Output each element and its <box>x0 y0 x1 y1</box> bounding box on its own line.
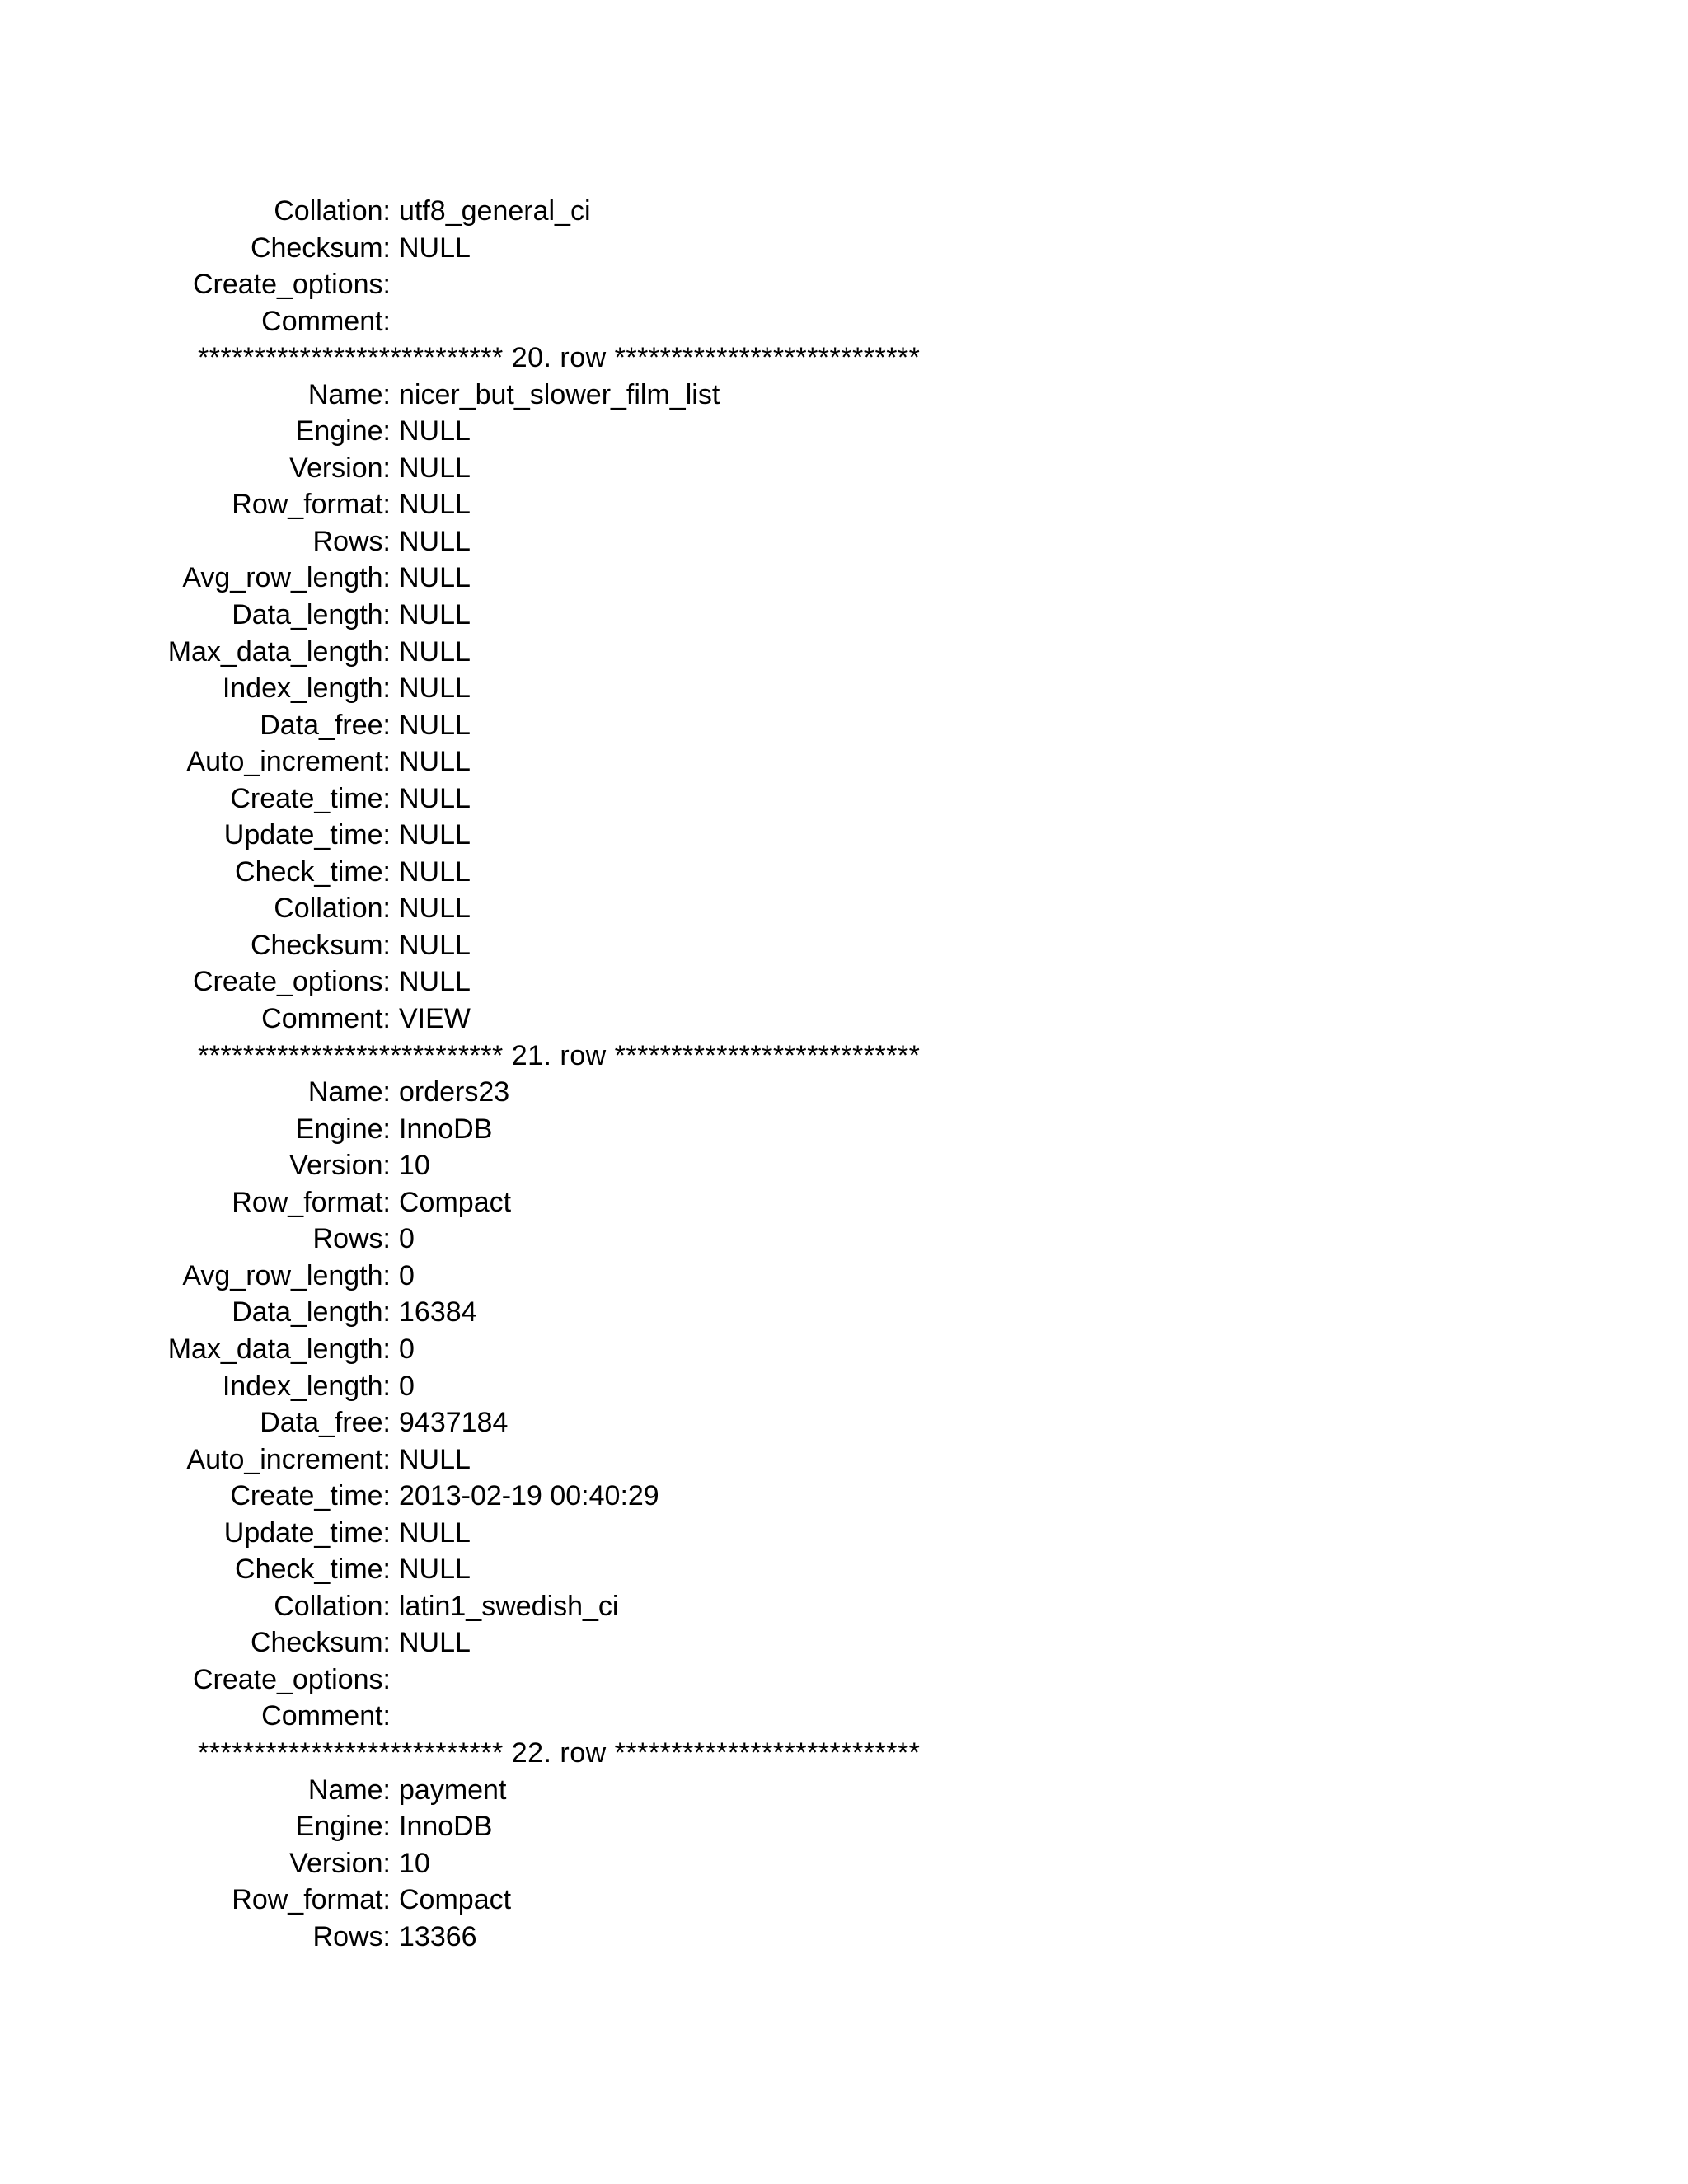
field-value: NULL <box>399 415 471 448</box>
field-value: NULL <box>399 635 471 668</box>
field-line <box>0 817 1688 854</box>
field-line <box>0 854 1688 891</box>
field-label: Comment: <box>261 305 391 337</box>
field-label: Data_length: <box>232 1296 391 1329</box>
field-label: Create_options: <box>192 966 391 998</box>
field-line <box>0 1919 1688 1956</box>
field-value: nicer_but_slower_film_list <box>399 378 720 410</box>
field-line <box>0 1111 1688 1148</box>
field-label: Max_data_length: <box>167 635 391 668</box>
field-value: VIEW <box>399 1003 471 1035</box>
field-line <box>0 1551 1688 1588</box>
field-line <box>0 1221 1688 1258</box>
field-value: NULL <box>399 452 471 484</box>
field-value: 13366 <box>399 1920 477 1952</box>
field-line <box>0 377 1688 414</box>
field-value: NULL <box>399 525 471 557</box>
field-line <box>0 963 1688 1001</box>
field-line <box>0 1661 1688 1699</box>
field-line <box>0 560 1688 597</box>
field-value: Compact <box>399 1186 512 1218</box>
field-line <box>0 266 1688 303</box>
field-value: orders23 <box>399 1076 510 1108</box>
field-label: Collation: <box>274 1590 391 1622</box>
field-label: Rows: <box>312 525 391 557</box>
sql-output-listing <box>0 193 1688 1955</box>
field-label: Max_data_length: <box>167 1333 391 1365</box>
field-value: NULL <box>399 599 471 631</box>
field-line <box>0 486 1688 523</box>
field-value: NULL <box>399 929 471 961</box>
field-label: Row_format: <box>232 1884 391 1916</box>
field-label: Comment: <box>261 1700 391 1732</box>
field-value <box>391 303 399 340</box>
field-line <box>0 1147 1688 1184</box>
field-label: Auto_increment: <box>186 1443 391 1475</box>
field-label: Data_free: <box>260 709 391 741</box>
field-value: NULL <box>399 819 471 851</box>
field-label: Collation: <box>274 893 391 925</box>
field-label: Check_time: <box>235 855 391 888</box>
field-label: Checksum: <box>250 232 391 264</box>
field-value: NULL <box>399 1516 471 1549</box>
field-line <box>0 450 1688 487</box>
field-value: payment <box>399 1774 507 1806</box>
field-label: Name: <box>307 378 391 410</box>
field-value: NULL <box>399 966 471 998</box>
field-label: Checksum: <box>250 1627 391 1659</box>
field-label: Create_time: <box>230 1480 391 1512</box>
field-label: Update_time: <box>223 1516 391 1549</box>
field-label: Engine: <box>295 1811 391 1843</box>
field-line <box>0 193 1688 230</box>
field-line <box>0 1441 1688 1479</box>
field-label: Comment: <box>261 1003 391 1035</box>
field-line <box>0 230 1688 267</box>
field-label: Create_time: <box>230 782 391 814</box>
field-value: NULL <box>399 855 471 888</box>
field-line <box>0 707 1688 744</box>
field-label: Create_options: <box>192 1663 391 1695</box>
field-label: Check_time: <box>235 1554 391 1586</box>
field-label: Auto_increment: <box>186 746 391 778</box>
row-separator <box>0 1038 1688 1075</box>
field-value: 16384 <box>399 1296 477 1329</box>
field-value: 0 <box>399 1333 415 1365</box>
field-value: NULL <box>399 489 471 521</box>
field-value: NULL <box>399 562 471 594</box>
field-line <box>0 1698 1688 1735</box>
field-value: Compact <box>399 1884 512 1916</box>
field-line <box>0 634 1688 671</box>
field-label: Version: <box>289 452 391 484</box>
field-value: 0 <box>399 1223 415 1255</box>
row-separator-text: *************************** 21. row *************************** <box>198 1039 921 1071</box>
field-line <box>0 1845 1688 1882</box>
field-value <box>391 1698 399 1735</box>
field-line <box>0 890 1688 927</box>
field-label: Name: <box>307 1076 391 1108</box>
field-line <box>0 1588 1688 1625</box>
field-value: NULL <box>399 709 471 741</box>
field-line <box>0 670 1688 707</box>
field-label: Index_length: <box>222 673 391 705</box>
field-label: Rows: <box>312 1223 391 1255</box>
field-label: Name: <box>307 1774 391 1806</box>
field-label: Create_options: <box>192 269 391 301</box>
field-line <box>0 1001 1688 1038</box>
field-value: NULL <box>399 893 471 925</box>
field-label: Checksum: <box>250 929 391 961</box>
field-label: Row_format: <box>232 489 391 521</box>
field-value: 9437184 <box>399 1407 509 1439</box>
field-label: Index_length: <box>222 1370 391 1402</box>
field-label: Engine: <box>295 1113 391 1145</box>
field-line <box>0 1258 1688 1295</box>
field-line <box>0 1404 1688 1441</box>
field-line <box>0 1808 1688 1845</box>
field-line <box>0 1882 1688 1919</box>
field-line <box>0 413 1688 450</box>
field-line <box>0 1294 1688 1331</box>
field-line <box>0 1074 1688 1111</box>
field-line <box>0 1478 1688 1515</box>
row-separator <box>0 340 1688 377</box>
field-value: NULL <box>399 782 471 814</box>
field-value: NULL <box>399 746 471 778</box>
field-label: Update_time: <box>223 819 391 851</box>
field-line <box>0 303 1688 340</box>
field-value: NULL <box>399 1627 471 1659</box>
field-value: 0 <box>399 1259 415 1291</box>
row-separator <box>0 1735 1688 1772</box>
field-line <box>0 743 1688 780</box>
field-value: NULL <box>399 1443 471 1475</box>
field-value: NULL <box>399 232 471 264</box>
field-label: Version: <box>289 1847 391 1879</box>
field-label: Version: <box>289 1150 391 1182</box>
field-label: Data_length: <box>232 599 391 631</box>
row-separator-text: *************************** 20. row *************************** <box>198 342 921 374</box>
field-label: Engine: <box>295 415 391 448</box>
field-value: 10 <box>399 1150 430 1182</box>
field-line <box>0 1184 1688 1221</box>
field-label: Collation: <box>274 195 391 227</box>
field-line <box>0 1624 1688 1661</box>
field-value: InnoDB <box>399 1811 493 1843</box>
field-label: Avg_row_length: <box>182 562 391 594</box>
field-line <box>0 597 1688 634</box>
field-label: Avg_row_length: <box>182 1259 391 1291</box>
field-value: utf8_general_ci <box>399 195 591 227</box>
field-value: 2013-02-19 00:40:29 <box>399 1480 659 1512</box>
field-value: InnoDB <box>399 1113 493 1145</box>
field-value: NULL <box>399 673 471 705</box>
field-label: Rows: <box>312 1920 391 1952</box>
field-value: NULL <box>399 1554 471 1586</box>
field-line <box>0 1331 1688 1368</box>
field-line <box>0 927 1688 964</box>
field-value: 0 <box>399 1370 415 1402</box>
field-label: Row_format: <box>232 1186 391 1218</box>
field-line <box>0 523 1688 560</box>
field-line <box>0 1368 1688 1405</box>
field-label: Data_free: <box>260 1407 391 1439</box>
field-line <box>0 780 1688 818</box>
field-value <box>391 1661 399 1699</box>
field-value: latin1_swedish_ci <box>399 1590 619 1622</box>
field-value <box>391 266 399 303</box>
row-separator-text: *************************** 22. row *************************** <box>198 1736 921 1769</box>
field-line <box>0 1515 1688 1552</box>
field-line <box>0 1772 1688 1809</box>
field-value: 10 <box>399 1847 430 1879</box>
